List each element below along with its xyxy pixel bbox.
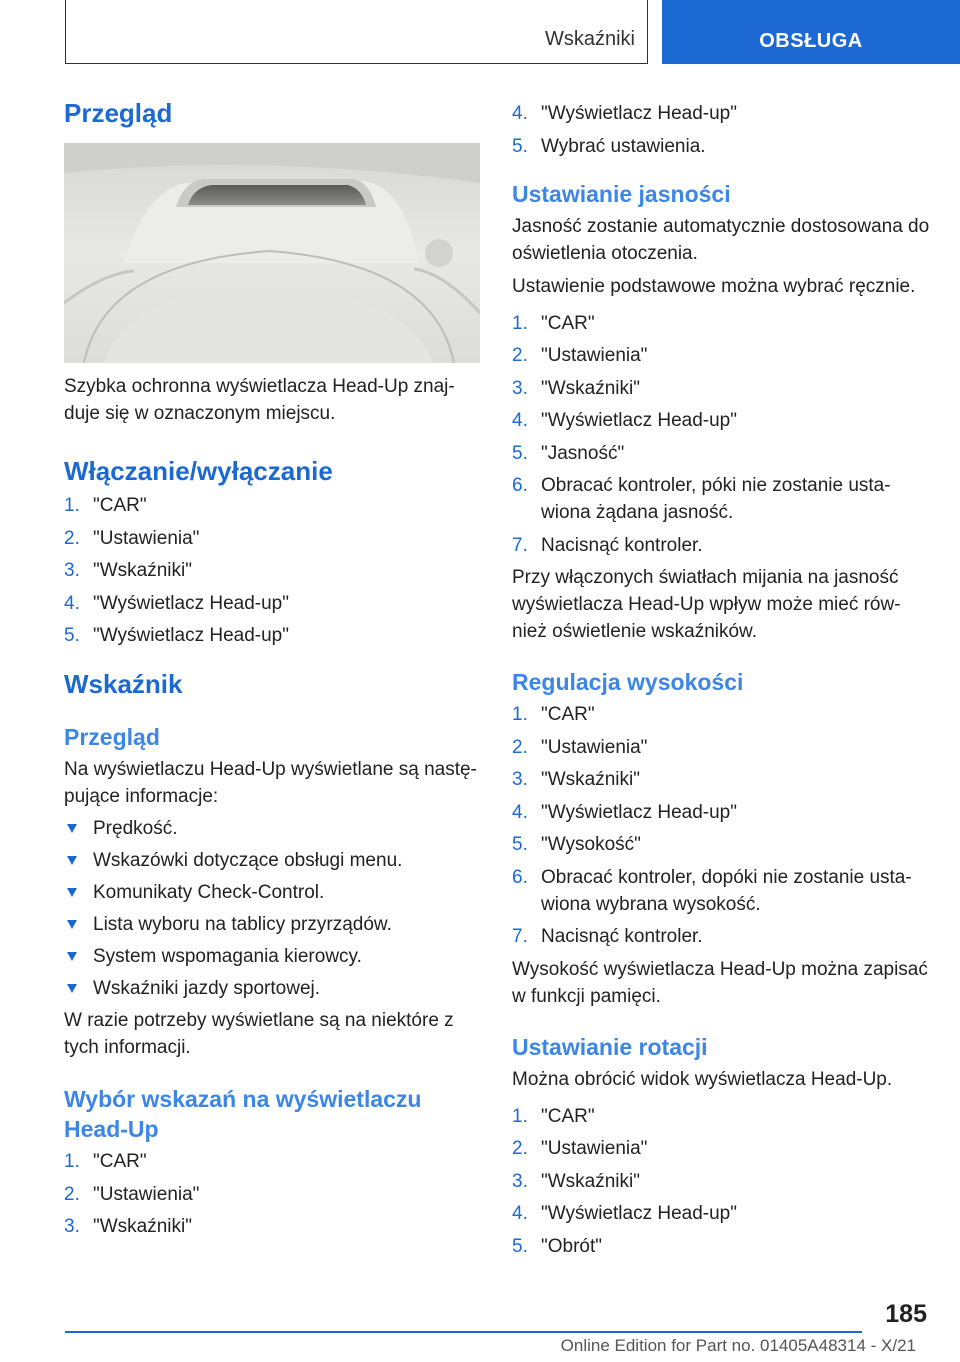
list-item (64, 1181, 484, 1208)
step-text: Nacisnąć kontroler. (541, 926, 703, 947)
step-number: 5. (512, 442, 528, 464)
list-item (64, 1148, 484, 1175)
step-text: "Wskaźniki" (541, 377, 640, 399)
height-subheading: Regulacja wysokości (512, 669, 744, 695)
list-item (512, 831, 932, 858)
step-number: 5. (512, 1235, 528, 1257)
select-subheading: Wybór wskazań na wyświetlaczu Head-Up (64, 1086, 422, 1142)
list-item (512, 407, 932, 434)
left-column (64, 98, 484, 1246)
step-number: 4. (512, 801, 528, 823)
triangle-bullet-icon (67, 984, 77, 993)
list-item (512, 310, 932, 337)
triangle-bullet-icon (67, 888, 77, 897)
bullet-text: System wspomagania kierowcy. (93, 946, 362, 967)
step-number: 3. (512, 377, 528, 399)
list-item (64, 590, 484, 617)
brightness-subheading: Ustawianie jasności (512, 180, 731, 207)
list-item (512, 472, 932, 526)
step-number: 5. (512, 834, 528, 855)
brightness-steps (512, 310, 932, 559)
step-number: 4. (64, 592, 80, 614)
bullet-text: Lista wyboru na tablicy przyrządów. (93, 914, 392, 935)
step-number: 1. (512, 1105, 528, 1127)
list-item (64, 492, 484, 519)
triangle-bullet-icon (67, 952, 77, 961)
hud-photo (64, 143, 480, 363)
list-item (512, 532, 932, 559)
step-text: Wybrać ustawienia. (541, 135, 706, 157)
list-item (512, 766, 932, 793)
step-text: "CAR" (541, 1105, 595, 1127)
list-item (512, 1103, 932, 1130)
step-number: 2. (512, 736, 528, 758)
right-column (512, 100, 932, 1265)
overview-text: Na wyświetlaczu Head-Up wyświetlane są nastę-pujące informacje: (64, 759, 477, 807)
step-number: 2. (512, 1138, 528, 1159)
info-bullets (64, 815, 484, 1002)
step-text: "Wyświetlacz Head-up" (93, 625, 289, 646)
rotation-subheading: Ustawianie rotacji (512, 1033, 708, 1060)
list-item (512, 1200, 932, 1227)
step-number: 1. (512, 704, 528, 725)
list-item (512, 923, 932, 950)
step-number: 3. (64, 560, 80, 581)
header-section-title: Wskaźniki (544, 28, 635, 50)
step-number: 6. (512, 475, 528, 496)
step-number: 4. (512, 103, 528, 124)
rotation-text: Można obrócić widok wyświetlacza Head-Up. (512, 1068, 893, 1090)
step-text: Nacisnąć kontroler. (541, 534, 703, 556)
list-item (64, 525, 484, 552)
step-text: "Wskaźniki" (541, 769, 640, 790)
step-number: 2. (64, 1183, 80, 1205)
step-number: 2. (512, 345, 528, 366)
step-number: 3. (64, 1216, 80, 1237)
list-item (512, 375, 932, 402)
brightness-note: Przy włączonych światłach mijania na jasność wyświetlacza Head-Up wpływ może mieć rów-nież oświetlenie wskaźników. (512, 567, 901, 642)
step-text: "Obrót" (541, 1235, 603, 1257)
step-number: 3. (512, 1170, 528, 1192)
step-number: 2. (64, 527, 80, 549)
list-item (512, 1168, 932, 1195)
height-note: Wysokość wyświetlacza Head-Up można zapisać w funkcji pamięci. (512, 958, 928, 1007)
list-item (512, 1135, 932, 1162)
step-number: 1. (64, 495, 80, 516)
brightness-text-2: Ustawienie podstawowe można wybrać ręcznie. (512, 275, 916, 297)
triangle-bullet-icon (67, 920, 77, 929)
step-text: Obracać kontroler, dopóki nie zostanie usta-wiona wybrana wysokość. (541, 866, 912, 915)
step-text: "Wskaźniki" (93, 1216, 192, 1237)
list-item (512, 342, 932, 369)
step-text: "Wskaźniki" (541, 1170, 640, 1192)
step-text: "Wskaźniki" (93, 560, 192, 581)
brightness-text-1: Jasność zostanie automatycznie dostosowana do oświetlenia otoczenia. (512, 215, 930, 264)
step-text: "Ustawienia" (93, 527, 200, 549)
note-text: W razie potrzeby wyświetlane są na niektóre z tych informacji. (64, 1010, 454, 1058)
step-number: 7. (512, 534, 528, 556)
step-text: Obracać kontroler, póki nie zostanie usta-wiona żądana jasność. (541, 475, 891, 523)
list-item (64, 1213, 484, 1240)
bullet-text: Wskazówki dotyczące obsługi menu. (93, 850, 403, 871)
photo-caption: Szybka ochronna wyświetlacza Head-Up znaj-duje się w oznaczonym miejscu. (64, 376, 455, 424)
page-number: 185 (885, 1300, 927, 1328)
step-number: 5. (64, 625, 80, 646)
header-chapter-label: OBSŁUGA (759, 29, 863, 52)
step-number: 4. (512, 1203, 528, 1224)
rotation-steps (512, 1103, 932, 1260)
step-text: "Ustawienia" (541, 736, 648, 758)
list-item (512, 701, 932, 728)
triangle-bullet-icon (67, 824, 77, 833)
step-text: "Jasność" (541, 442, 625, 464)
list-item (512, 100, 932, 127)
footer-divider (65, 1331, 862, 1333)
list-item (512, 1233, 932, 1260)
step-text: "Wysokość" (541, 834, 641, 855)
step-text: "Wyświetlacz Head-up" (93, 592, 289, 614)
step-text: "Ustawienia" (93, 1183, 200, 1205)
header-section-box (65, 0, 648, 64)
step-number: 5. (512, 135, 528, 157)
list-item (64, 557, 484, 584)
onoff-heading: Włączanie/wyłączanie (64, 456, 333, 486)
list-item (64, 622, 484, 649)
list-item (512, 734, 932, 761)
list-item (64, 847, 484, 874)
step-text: "Wyświetlacz Head-up" (541, 801, 737, 823)
step-text: "CAR" (93, 495, 147, 516)
triangle-bullet-icon (67, 856, 77, 865)
step-text: "CAR" (541, 312, 595, 334)
step-number: 7. (512, 926, 528, 947)
step-number: 6. (512, 866, 528, 888)
list-item (64, 911, 484, 938)
header-chapter-tab[interactable] (662, 0, 960, 64)
bullet-text: Wskaźniki jazdy sportowej. (93, 978, 321, 999)
step-text: "CAR" (93, 1151, 147, 1172)
step-text: "Wyświetlacz Head-up" (541, 410, 737, 431)
overview-heading: Przegląd (64, 98, 173, 128)
step-number: 1. (512, 312, 528, 334)
step-text: "Wyświetlacz Head-up" (541, 1203, 737, 1224)
list-item (512, 133, 932, 160)
hud-illustration (64, 143, 480, 363)
onoff-steps (64, 492, 484, 649)
select-steps (64, 1148, 484, 1240)
bullet-text: Komunikaty Check-Control. (93, 882, 325, 903)
bullet-text: Prędkość. (93, 818, 178, 839)
step-number: 3. (512, 769, 528, 790)
overview-subheading: Przegląd (64, 724, 160, 750)
step-text: "Ustawienia" (541, 345, 648, 366)
list-item (512, 440, 932, 467)
step-text: "Ustawienia" (541, 1138, 648, 1159)
list-item (64, 879, 484, 906)
indicator-heading: Wskaźnik (64, 669, 183, 699)
list-item (64, 943, 484, 970)
height-steps (512, 701, 932, 950)
step-text: "CAR" (541, 704, 595, 725)
list-item (64, 815, 484, 842)
list-item (512, 799, 932, 826)
step-text: "Wyświetlacz Head-up" (541, 103, 737, 124)
list-item (512, 864, 932, 918)
step-number: 4. (512, 410, 528, 431)
list-item (64, 975, 484, 1002)
edition-text: Online Edition for Part no. 01405A48314 - X/21 (560, 1336, 916, 1355)
select-steps-continued (512, 100, 932, 160)
step-number: 1. (64, 1151, 80, 1172)
